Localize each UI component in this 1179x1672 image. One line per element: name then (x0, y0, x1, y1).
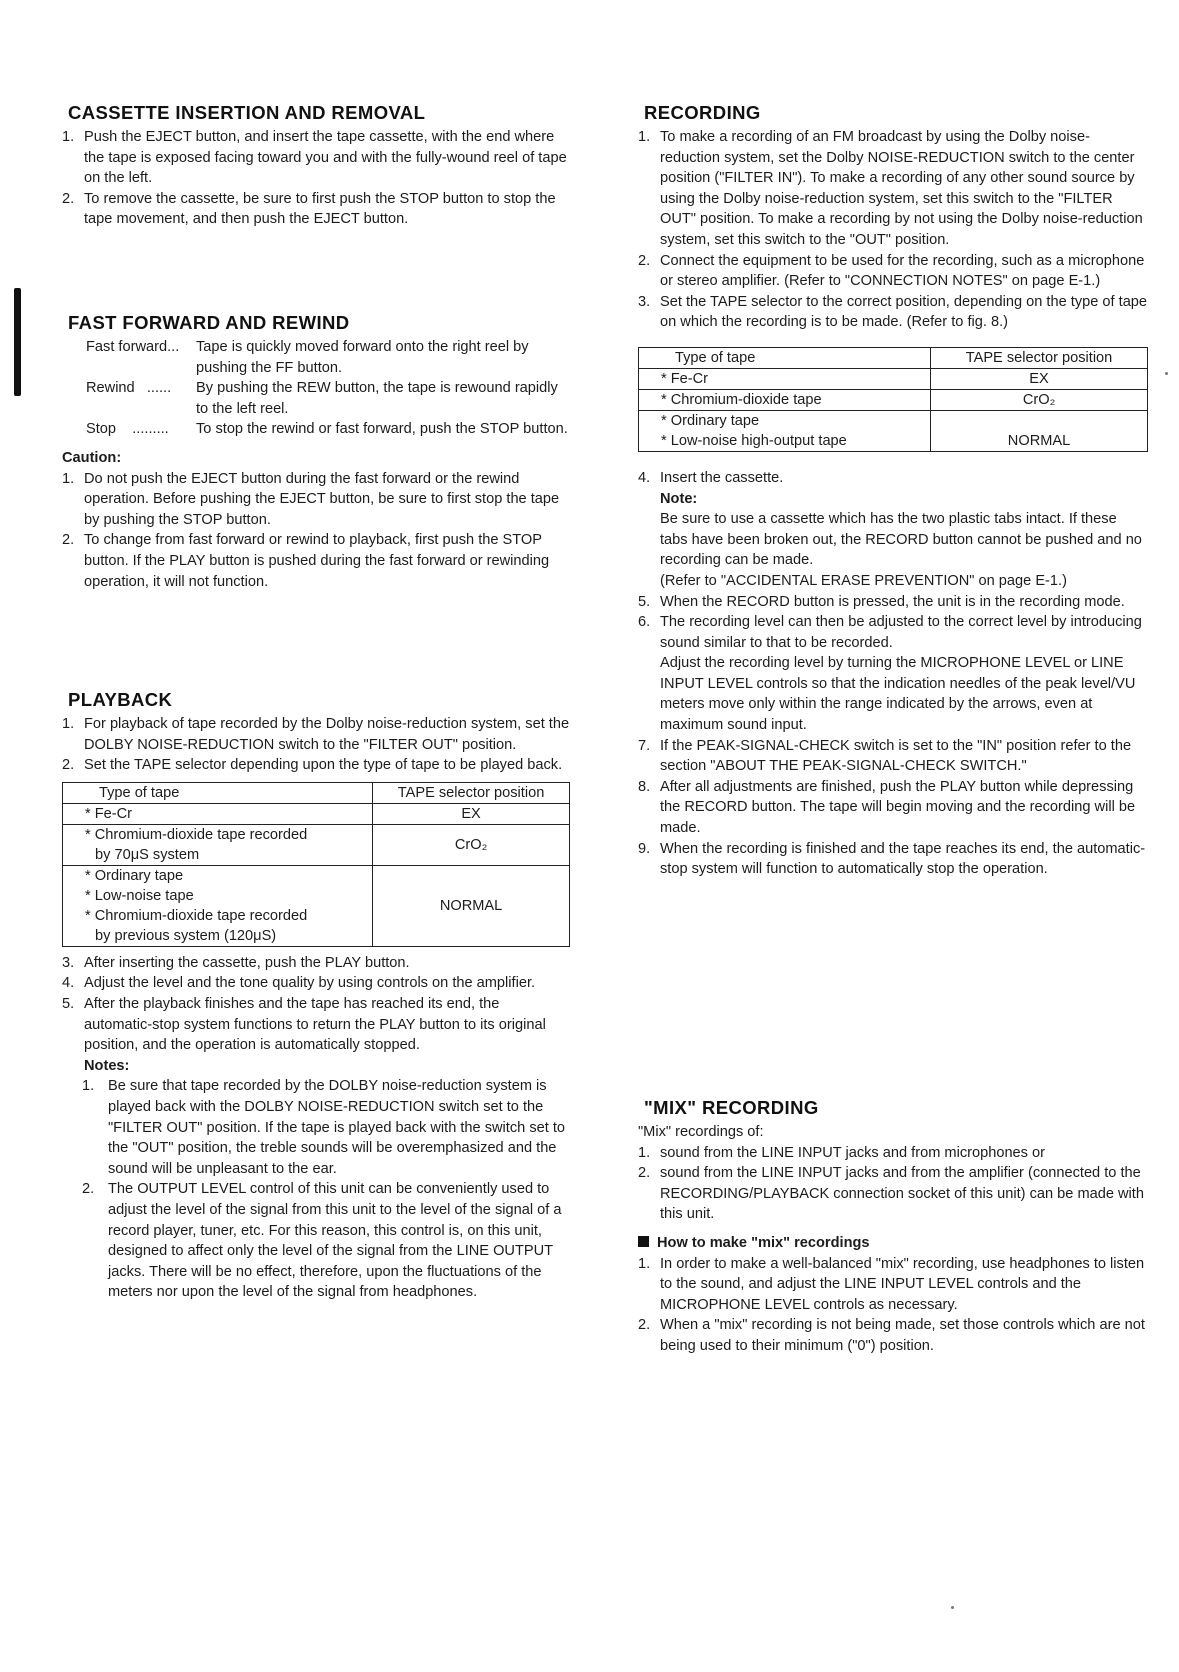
playback-section (62, 688, 570, 1303)
page-edge-tab (14, 288, 21, 396)
note-text: Be sure to use a cassette which has the two plastic tabs intact. If these tabs have been broken out, the RECORD button cannot be pushed and no recording can be made. (660, 511, 1142, 569)
table-row: * Fe-Cr EX (639, 368, 1148, 389)
list-item: 2. When a "mix" recording is not being made, set those controls which are not being used to their minimum ("0") position. (638, 1317, 1145, 1354)
list-item: 1. To make a recording of an FM broadcast by using the Dolby noise-reduction system, set the Dolby NOISE-REDUCTION switch to the center position ("FILTER IN"). To make a recording of any other sound source by using the Dolby noise-reduction system, set this switch to the "FILTER OUT" position. To make a recording by not using the Dolby noise-reduction system, set this switch to the "OUT" position. (638, 129, 1143, 248)
list-item: 1. In order to make a well-balanced "mix" recording, use headphones to listen to the sound, and adjust the LINE INPUT LEVEL controls and the MICROPHONE LEVEL controls as necessary. (638, 1255, 1145, 1313)
list-item: 3. Set the TAPE selector to the correct position, depending on the type of tape on which the recording is to be made. (Refer to fig. 8.) (638, 293, 1148, 331)
mix-sources (638, 1143, 1148, 1225)
cassette-steps (62, 127, 570, 230)
list-item: 2. To remove the cassette, be sure to first push the STOP button to stop the tape movement, and then push the EJECT button. (62, 190, 556, 228)
recording-tape-table (638, 347, 1148, 452)
mix-intro: "Mix" recordings of: (638, 1124, 764, 1140)
list-item: 1. Push the EJECT button, and insert the tape cassette, with the end where the tape is exposed facing toward you and with the fully-wound reel of tape on the left. (62, 129, 567, 187)
list-item: 2. To change from fast forward or rewind to playback, first push the STOP button. If the PLAY button is pushed during the fast forward or rewinding operation, it will not function. (62, 532, 550, 590)
list-item: 8. After all adjustments are finished, push the PLAY button while depressing the RECORD button. The tape will begin moving and the recording will be made. (638, 778, 1136, 837)
list-item: 4. Insert the cassette. (638, 469, 784, 486)
recording-section (638, 101, 1148, 880)
table-row: * Chromium-dioxide tape recorded by 70μS system CrO₂ (63, 824, 570, 865)
list-item: 5. When the RECORD button is pressed, the unit is in the recording mode. (638, 593, 1125, 610)
operation-row: Stop ......... To stop the rewind or fast forward, push the STOP button. (86, 421, 568, 438)
scan-speck (1165, 372, 1168, 375)
playback-steps-continued (62, 953, 570, 1056)
section-title: FAST FORWARD AND REWIND (68, 312, 350, 333)
recording-level-text: Adjust the recording level by turning the MICROPHONE LEVEL or LINE INPUT LEVEL controls so that the indication needles of the peak level/VU meters move only within the range indicated by the arrows, even at maximum sound input. (660, 655, 1136, 734)
table-row: * Ordinary tape * Low-noise tape * Chromium-dioxide tape recorded by previous system (120μS) NORMAL (63, 865, 570, 946)
note-reference: (Refer to "ACCIDENTAL ERASE PREVENTION" on page E-1.) (660, 572, 1067, 589)
note-heading: Note: (660, 490, 698, 507)
list-item: 3. After inserting the cassette, push the PLAY button. (62, 954, 410, 971)
scan-speck (951, 1606, 954, 1609)
howto-steps (638, 1254, 1148, 1357)
list-item: 1. Be sure that tape recorded by the DOLBY noise-reduction system is played back with the DOLBY NOISE-REDUCTION switch set to the "FILTER OUT" position. If the tape is played back with the switch set to the "OUT" position, the treble sounds will be overemphasized and the sound will be unpleasant to the ear. (82, 1078, 566, 1177)
table-header-row (63, 782, 570, 803)
list-item: 2. sound from the LINE INPUT jacks and from the amplifier (connected to the RECORDING/PLAYBACK connection socket of this unit) can be made with this unit. (638, 1165, 1144, 1223)
mix-section (638, 1096, 1148, 1357)
recording-steps-5-6 (638, 592, 1148, 654)
list-item: 6. The recording level can then be adjusted to the correct level by introducing sound similar to that to be recorded. (638, 614, 1142, 651)
section-title: PLAYBACK (68, 689, 173, 710)
square-bullet-icon (638, 1236, 649, 1247)
cassette-section (62, 101, 570, 230)
column-header: Type of tape (639, 347, 931, 368)
list-item: 2. Connect the equipment to be used for the recording, such as a microphone or stereo amplifier. (Refer to "CONNECTION NOTES" on page E-1.) (638, 252, 1145, 290)
table-header-row (639, 347, 1148, 368)
recording-steps-4 (638, 468, 1148, 489)
column-header: Type of tape (63, 782, 373, 803)
caution-list (62, 469, 570, 593)
recording-steps (638, 127, 1148, 333)
list-item: 2. The OUTPUT LEVEL control of this unit can be conveniently used to adjust the level of the signal from this unit to the level of the signal of a record player, tuner, etc. For this reason, this control is, on this unit, designed to affect only the level of the signal from the LINE OUTPUT jacks. There will be no effect, therefore, upon the fluctuations of the meters nor upon the level of the signal from headphones. (82, 1181, 562, 1301)
operation-row: Fast forward... Tape is quickly moved forward onto the right reel by pushing the FF button. (86, 339, 529, 376)
playback-tape-table (62, 782, 570, 947)
howto-heading: How to make "mix" recordings (638, 1233, 1148, 1254)
section-title: "MIX" RECORDING (644, 1097, 819, 1118)
list-item: 2. Set the TAPE selector depending upon the type of tape to be played back. (62, 757, 563, 774)
recording-steps-7-9 (638, 736, 1148, 880)
column-header: TAPE selector position (373, 782, 570, 803)
table-row: * Ordinary tape * Low-noise high-output tape NORMAL (639, 410, 1148, 451)
playback-notes (82, 1076, 570, 1303)
section-title: RECORDING (644, 102, 761, 123)
table-row: * Chromium-dioxide tape CrO₂ (639, 389, 1148, 410)
recording-note (660, 489, 1148, 592)
playback-steps (62, 714, 570, 776)
column-header: TAPE selector position (931, 347, 1148, 368)
list-item: 1. sound from the LINE INPUT jacks and from microphones or (638, 1144, 1046, 1161)
operation-row: Rewind ...... By pushing the REW button, the tape is rewound rapidly to the left reel. (86, 380, 558, 417)
list-item: 1. Do not push the EJECT button during the fast forward or the rewind operation. Before pushing the EJECT button, be sure to first stop the tape by pushing the STOP button. (62, 470, 560, 528)
list-item: 5. After the playback finishes and the tape has reached its end, the automatic-stop system functions to return the PLAY button to its original position, and the operation is automatically stopped. (62, 995, 546, 1054)
list-item: 9. When the recording is finished and the tape reaches its end, the automatic-stop system will function to automatically stop the operation. (638, 840, 1146, 878)
fastforward-section (62, 311, 570, 592)
operation-list (86, 337, 570, 440)
caution-heading: Caution: (62, 449, 122, 466)
notes-heading: Notes: (84, 1057, 130, 1074)
list-item: 4. Adjust the level and the tone quality by using controls on the amplifier. (62, 975, 536, 992)
table-row: * Fe-Cr EX (63, 803, 570, 824)
list-item: 7. If the PEAK-SIGNAL-CHECK switch is set to the "IN" position refer to the section "ABOUT THE PEAK-SIGNAL-CHECK SWITCH." (638, 737, 1132, 775)
section-title: CASSETTE INSERTION AND REMOVAL (68, 102, 426, 123)
list-item: 1. For playback of tape recorded by the Dolby noise-reduction system, set the DOLBY NOISE-REDUCTION switch to the "FILTER OUT" position. (62, 716, 570, 753)
